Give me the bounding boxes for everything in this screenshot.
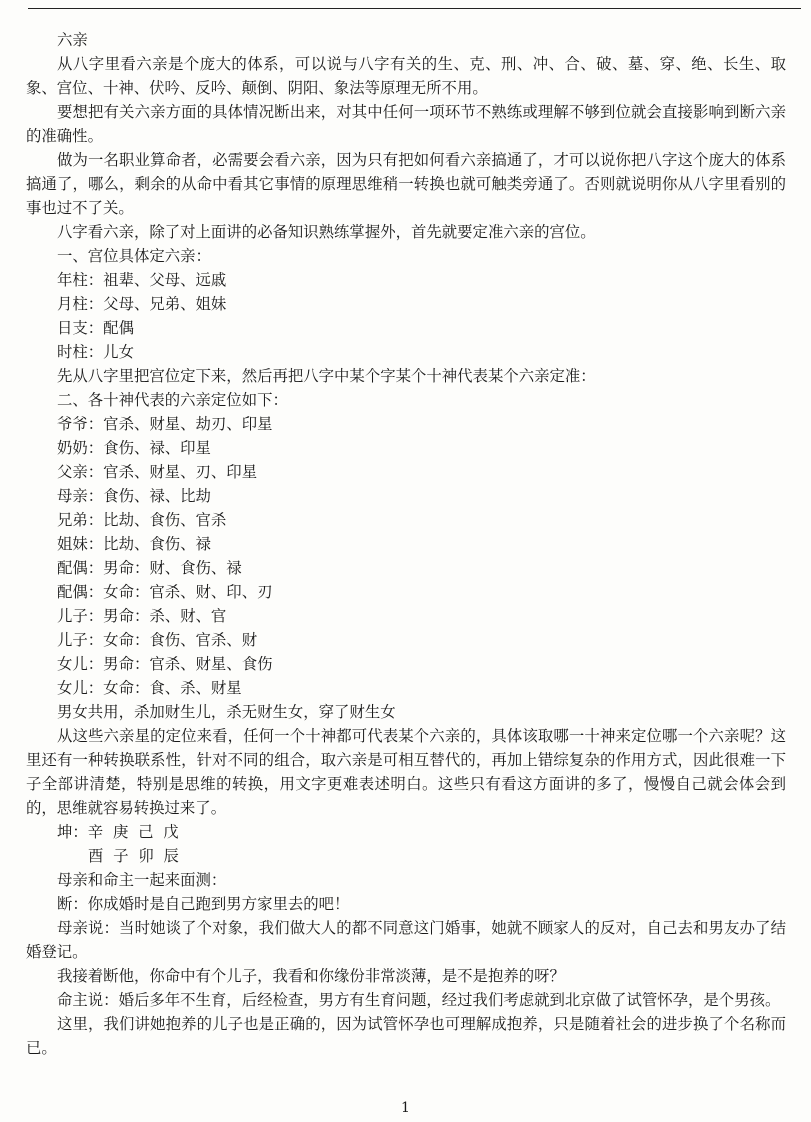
list-item: 时柱：儿女 [57, 343, 134, 361]
list-item: 奶奶：食伤、禄、印星 [57, 439, 211, 457]
page-number: 1 [401, 1100, 410, 1116]
list-item: 姐妹：比劫、食伤、禄 [57, 535, 211, 553]
paragraph: 八字看六亲，除了对上面讲的必备知识熟练掌握外，首先就要定准六亲的宫位。 [57, 223, 596, 241]
section-heading: 一、宫位具体定六亲： [57, 247, 211, 265]
section-heading: 二、各十神代表的六亲定位如下： [57, 391, 288, 409]
bazi-chart-stems: 坤：辛 庚 己 戊 [57, 823, 179, 841]
top-rule [28, 8, 801, 9]
list-item: 日支：配偶 [57, 319, 134, 337]
paragraph: 断：你成婚时是自己跑到男方家里去的吧！ [57, 895, 350, 913]
list-item: 儿子：男命：杀、财、官 [57, 607, 227, 625]
paragraph: 先从八字里把宫位定下来，然后再把八字中某个字某个十神代表某个六亲定准： [57, 367, 596, 385]
list-item: 女儿：男命：官杀、财星、食伤 [57, 655, 273, 673]
list-item: 儿子：女命：食伤、官杀、财 [57, 631, 258, 649]
list-item: 年柱：祖辈、父母、远戚 [57, 271, 227, 289]
paragraph: 母亲和命主一起来面测： [57, 871, 227, 889]
list-item: 兄弟：比劫、食伤、官杀 [57, 511, 227, 529]
paragraph: 母亲说：当时她谈了个对象，我们做大人的都不同意这门婚事，她就不顾家人的反对，自己去和男友办了结婚登记。 [26, 919, 786, 961]
list-item: 配偶：男命：财、食伤、禄 [57, 559, 242, 577]
paragraph: 从八字里看六亲是个庞大的体系，可以说与八字有关的生、克、刑、冲、合、破、墓、穿、绝、长生、取象、宫位、十神、伏吟、反吟、颠倒、阴阳、象法等原理无所不用。 [26, 55, 786, 97]
paragraph: 要想把有关六亲方面的具体情况断出来，对其中任何一项环节不熟练或理解不够到位就会直接影响到断六亲的准确性。 [26, 103, 786, 145]
document-page [26, 28, 786, 1060]
paragraph: 从这些六亲星的定位来看，任何一个十神都可代表某个六亲的，具体该取哪一十神来定位哪一个六亲呢？这里还有一种转换联系性，针对不同的组合，取六亲是可相互替代的，再加上错综复杂的作用方式，因此很难一下子全部讲清楚，特别是思维的转换，用文字更难表述明白。这些只有看这方面讲的多了，慢慢自己就会体会到的，思维就容易转换过来了。 [26, 727, 786, 817]
list-item: 爷爷：官杀、财星、劫刃、印星 [57, 415, 273, 433]
paragraph: 这里，我们讲她抱养的儿子也是正确的，因为试管怀孕也可理解成抱养，只是随着社会的进步换了个名称而已。 [26, 1015, 786, 1057]
list-item: 母亲：食伤、禄、比劫 [57, 487, 211, 505]
page-title: 六亲 [57, 31, 88, 49]
list-item: 月柱：父母、兄弟、姐妹 [57, 295, 227, 313]
list-item: 女儿：女命：食、杀、财星 [57, 679, 242, 697]
bazi-chart-branches: 酉 子 卯 辰 [88, 847, 179, 865]
list-item: 父亲：官杀、财星、刃、印星 [57, 463, 258, 481]
paragraph: 命主说：婚后多年不生育，后经检查，男方有生育问题，经过我们考虑就到北京做了试管怀孕，是个男孩。 [57, 991, 781, 1009]
paragraph: 我接着断他，你命中有个儿子，我看和你缘份非常淡薄，是不是抱养的呀？ [57, 967, 565, 985]
list-item: 男女共用，杀加财生儿，杀无财生女，穿了财生女 [57, 703, 396, 721]
list-item: 配偶：女命：官杀、财、印、刃 [57, 583, 273, 601]
paragraph: 做为一名职业算命者，必需要会看六亲，因为只有把如何看六亲搞通了，才可以说你把八字这个庞大的体系搞通了，哪么，剩余的从命中看其它事情的原理思维稍一转换也就可触类旁通了。否则就说明你从八字里看别的事也过不了关。 [26, 151, 786, 217]
